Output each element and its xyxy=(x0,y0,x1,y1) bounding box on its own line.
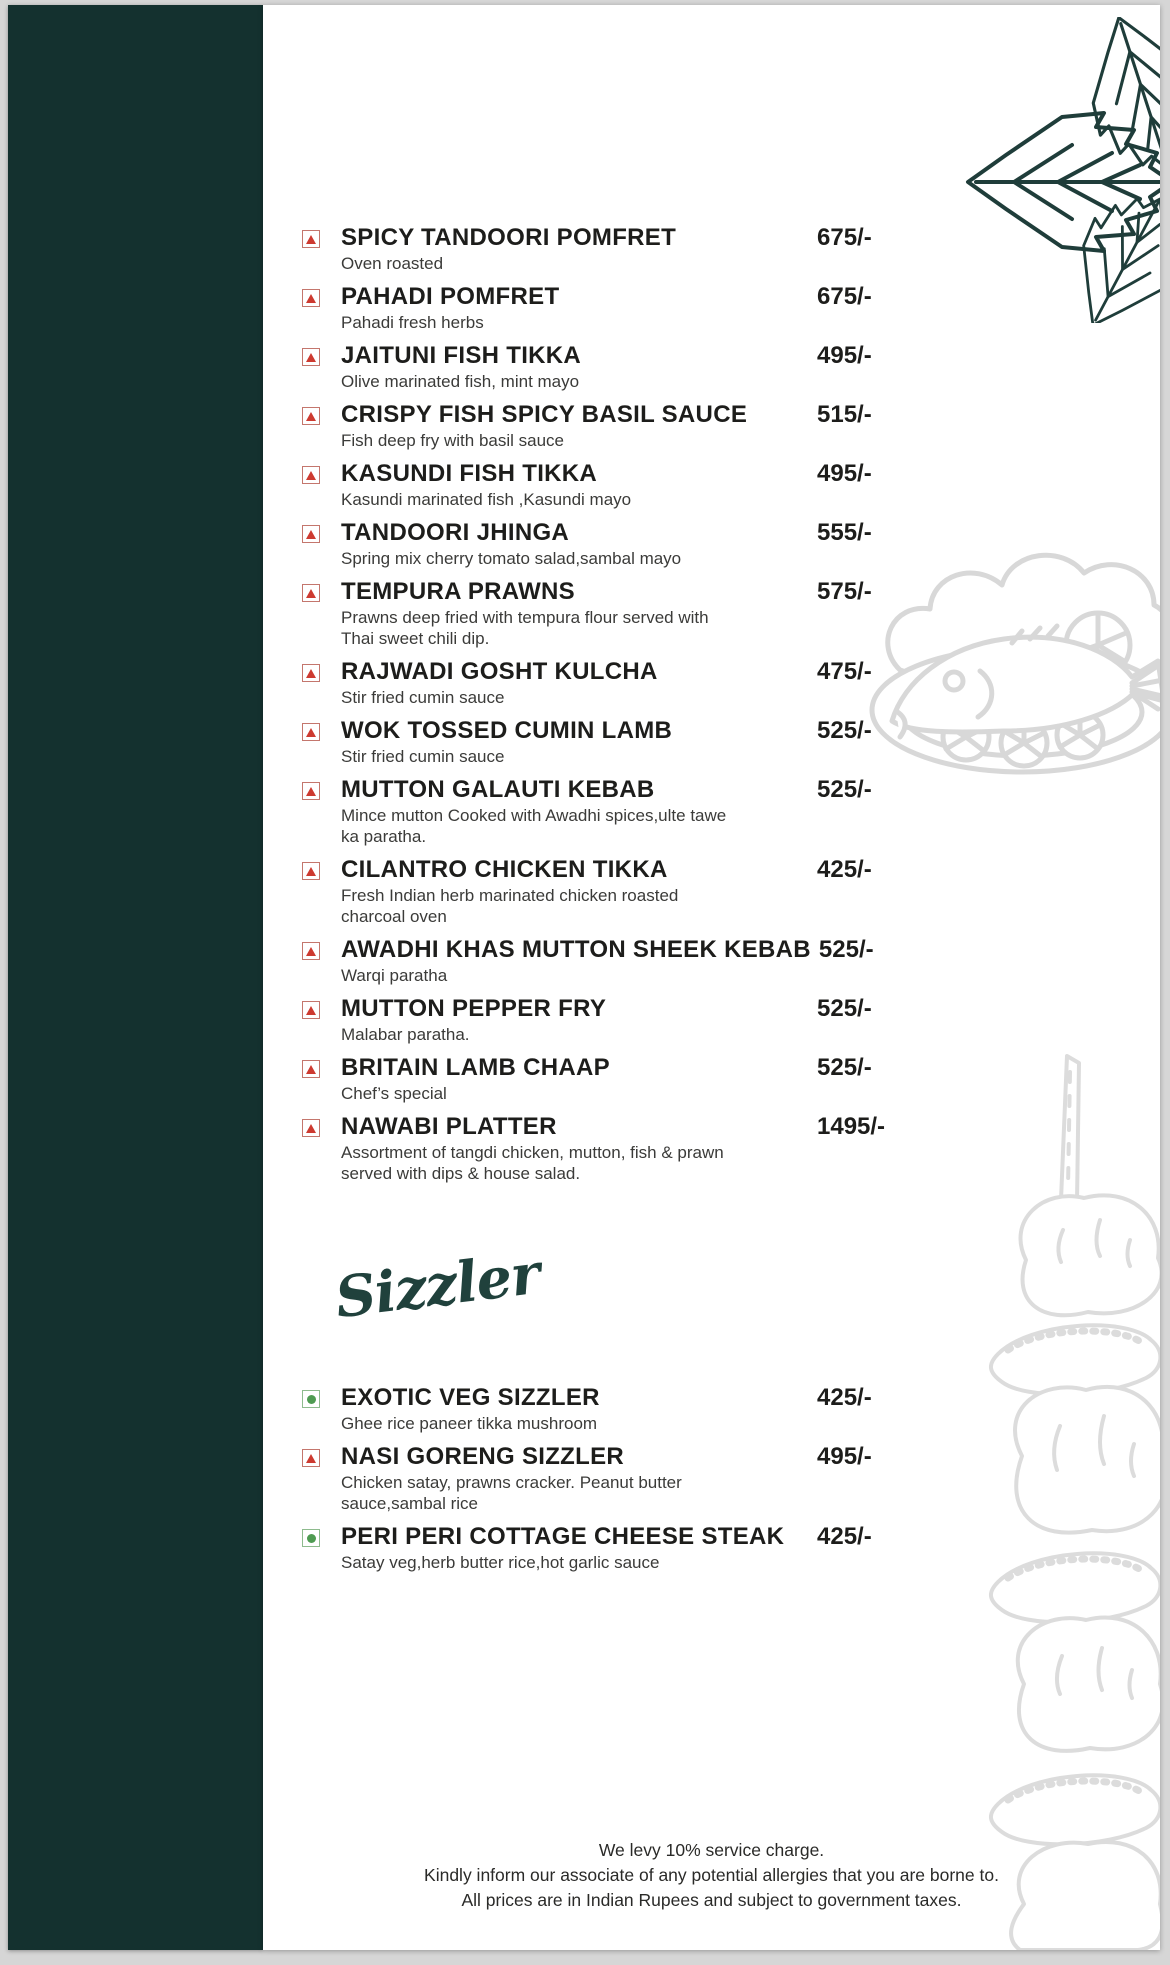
nonveg-triangle xyxy=(306,787,316,796)
item-price: 675/- xyxy=(817,224,872,251)
item-description: Kasundi marinated fish ,Kasundi mayo xyxy=(341,490,632,509)
veg-icon xyxy=(302,1390,320,1408)
item-description: Fresh Indian herb marinated chicken roasted charcoal oven xyxy=(341,886,679,926)
sizzler-heading: Sizzler xyxy=(331,1240,543,1332)
veg-dot xyxy=(307,1534,316,1543)
item-description: Olive marinated fish, mint mayo xyxy=(341,372,580,391)
nonveg-triangle xyxy=(306,728,316,737)
nonveg-icon xyxy=(302,466,320,484)
nonveg-triangle xyxy=(306,235,316,244)
item-name: TEMPURA PRAWNS xyxy=(341,578,575,605)
item-price: 495/- xyxy=(817,460,872,487)
item-price: 425/- xyxy=(817,856,872,883)
item-price: 495/- xyxy=(817,1443,872,1470)
item-name: PERI PERI COTTAGE CHEESE STEAK xyxy=(341,1523,785,1550)
nonveg-triangle xyxy=(306,589,316,598)
menu-item-row xyxy=(302,223,922,274)
menu-item-row xyxy=(302,400,922,451)
item-name: KASUNDI FISH TIKKA xyxy=(341,460,598,487)
item-price: 515/- xyxy=(817,401,872,428)
item-name: MUTTON PEPPER FRY xyxy=(341,995,607,1022)
nonveg-triangle xyxy=(306,530,316,539)
item-description: Pahadi fresh herbs xyxy=(341,313,484,332)
nonveg-icon xyxy=(302,1001,320,1019)
nonveg-icon xyxy=(302,1449,320,1467)
item-price: 495/- xyxy=(817,342,872,369)
item-name: PAHADI POMFRET xyxy=(341,283,560,310)
item-price: 525/- xyxy=(817,717,872,744)
item-name: WOK TOSSED CUMIN LAMB xyxy=(341,717,673,744)
item-price: 525/- xyxy=(817,776,872,803)
item-description: Warqi paratha xyxy=(341,966,448,985)
menu-item-row xyxy=(302,775,922,847)
nonveg-triangle xyxy=(306,867,316,876)
item-name: NASI GORENG SIZZLER xyxy=(341,1443,625,1470)
item-price: 675/- xyxy=(817,283,872,310)
nonveg-icon xyxy=(302,289,320,307)
nonveg-triangle xyxy=(306,1006,316,1015)
nonveg-triangle xyxy=(306,412,316,421)
item-description: Chef’s special xyxy=(341,1084,447,1103)
menu-item-row xyxy=(302,459,922,510)
item-name: BRITAIN LAMB CHAAP xyxy=(341,1054,610,1081)
nonveg-triangle xyxy=(306,669,316,678)
item-price: 1495/- xyxy=(817,1113,886,1140)
item-description: Chicken satay, prawns cracker. Peanut butter sauce,sambal rice xyxy=(341,1473,682,1513)
item-description: Stir fried cumin sauce xyxy=(341,688,505,707)
nonveg-icon xyxy=(302,862,320,880)
footer-line-3: All prices are in Indian Rupees and subject to government taxes. xyxy=(461,1890,962,1910)
leaf-illustration xyxy=(954,17,1160,323)
nonveg-triangle xyxy=(306,353,316,362)
footer-note xyxy=(263,1838,1160,1913)
item-description: Mince mutton Cooked with Awadhi spices,ulte tawe ka paratha. xyxy=(341,806,727,846)
item-name: CRISPY FISH SPICY BASIL SAUCE xyxy=(341,401,748,428)
item-price: 575/- xyxy=(817,578,872,605)
item-description: Stir fried cumin sauce xyxy=(341,747,505,766)
starters-list xyxy=(302,223,922,1192)
item-name: CILANTRO CHICKEN TIKKA xyxy=(341,856,668,883)
menu-item-row xyxy=(302,1112,922,1184)
item-description: Malabar paratha. xyxy=(341,1025,470,1044)
menu-item-row xyxy=(302,1053,922,1104)
menu-item-row xyxy=(302,1442,922,1514)
item-name: MUTTON GALAUTI KEBAB xyxy=(341,776,655,803)
nonveg-icon xyxy=(302,1060,320,1078)
nonveg-triangle xyxy=(306,1065,316,1074)
item-name: EXOTIC VEG SIZZLER xyxy=(341,1384,600,1411)
item-name: SPICY TANDOORI POMFRET xyxy=(341,224,677,251)
item-name: TANDOORI JHINGA xyxy=(341,519,570,546)
veg-icon xyxy=(302,1529,320,1547)
menu-item-row xyxy=(302,518,922,569)
nonveg-triangle xyxy=(306,294,316,303)
nonveg-icon xyxy=(302,1119,320,1137)
menu-item-row xyxy=(302,341,922,392)
footer-line-2: Kindly inform our associate of any potential allergies that you are borne to. xyxy=(424,1865,999,1885)
nonveg-icon xyxy=(302,407,320,425)
nonveg-icon xyxy=(302,942,320,960)
nonveg-icon xyxy=(302,664,320,682)
item-description: Prawns deep fried with tempura flour served with Thai sweet chili dip. xyxy=(341,608,709,648)
item-description: Satay veg,herb butter rice,hot garlic sauce xyxy=(341,1553,660,1572)
item-name: NAWABI PLATTER xyxy=(341,1113,557,1140)
menu-item-row xyxy=(302,994,922,1045)
veg-dot xyxy=(307,1395,316,1404)
item-description: Fish deep fry with basil sauce xyxy=(341,431,564,450)
nonveg-triangle xyxy=(306,1454,316,1463)
nonveg-icon xyxy=(302,584,320,602)
nonveg-icon xyxy=(302,782,320,800)
item-price: 475/- xyxy=(817,658,872,685)
menu-item-row xyxy=(302,1522,922,1573)
menu-item-row xyxy=(302,935,922,986)
item-description: Assortment of tangdi chicken, mutton, fish & prawn served with dips & house salad. xyxy=(341,1143,724,1183)
item-description: Spring mix cherry tomato salad,sambal mayo xyxy=(341,549,682,568)
menu-item-row xyxy=(302,855,922,927)
item-price: 425/- xyxy=(817,1523,872,1550)
menu-page xyxy=(263,5,1160,1950)
item-price: 525/- xyxy=(818,936,874,963)
menu-item-row xyxy=(302,657,922,708)
nonveg-icon xyxy=(302,348,320,366)
nonveg-icon xyxy=(302,230,320,248)
item-name: JAITUNI FISH TIKKA xyxy=(341,342,582,369)
menu-item-row xyxy=(302,716,922,767)
footer-line-1: We levy 10% service charge. xyxy=(598,1840,825,1860)
nonveg-triangle xyxy=(306,471,316,480)
item-name: RAJWADI GOSHT KULCHA xyxy=(341,658,658,685)
item-description: Oven roasted xyxy=(341,254,444,273)
item-description: Ghee rice paneer tikka mushroom xyxy=(341,1414,598,1433)
item-price: 525/- xyxy=(817,995,872,1022)
nonveg-icon xyxy=(302,723,320,741)
nonveg-triangle xyxy=(306,947,316,956)
menu-item-row xyxy=(302,577,922,649)
item-price: 555/- xyxy=(817,519,872,546)
menu-item-row xyxy=(302,282,922,333)
menu-item-row xyxy=(302,1383,922,1434)
item-name: AWADHI KHAS MUTTON SHEEK KEBAB xyxy=(341,936,811,963)
item-price: 425/- xyxy=(817,1384,872,1411)
kebab-skewer-illustration xyxy=(968,1048,1160,1950)
sizzler-list xyxy=(302,1383,922,1581)
nonveg-icon xyxy=(302,525,320,543)
nonveg-triangle xyxy=(306,1124,316,1133)
item-price: 525/- xyxy=(817,1054,872,1081)
left-accent-panel xyxy=(8,5,263,1950)
